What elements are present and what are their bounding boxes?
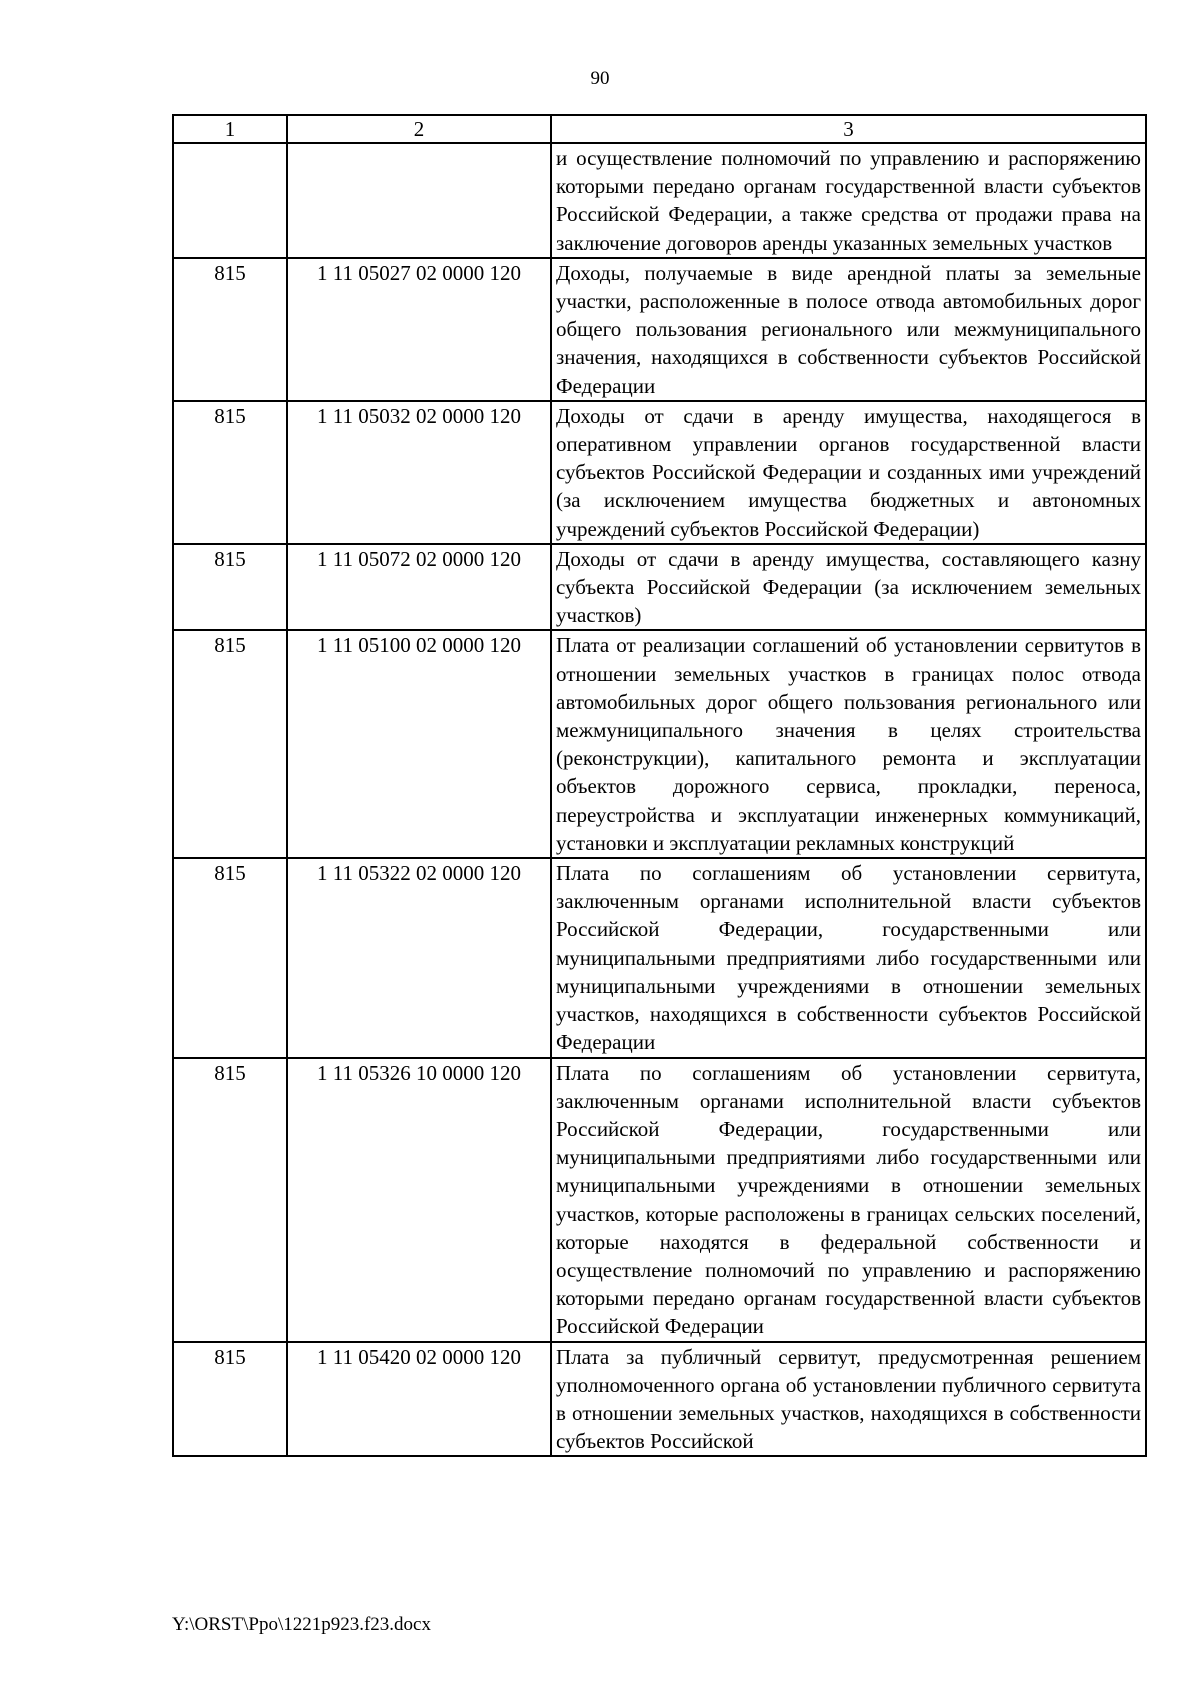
revenue-description-cell: Плата за публичный сервитут, предусмотренная решением уполномоченного органа об установлении публичного сервитута в отношении земельных участков, находящихся в собственности субъектов Российской <box>551 1342 1146 1457</box>
revenue-description-cell: Доходы от сдачи в аренду имущества, находящегося в оперативном управлении органов государственной власти субъектов Российской Федерации и созданных ими учреждений (за исключением имущества бюджетных и автономных учреждений субъектов Российской Федерации) <box>551 401 1146 544</box>
column-header-1: 1 <box>173 115 287 143</box>
table-row <box>173 544 1146 631</box>
table-row <box>173 858 1146 1057</box>
table-row <box>173 258 1146 401</box>
document-file-path: Y:\ORST\Ppo\1221p923.f23.docx <box>172 1614 431 1635</box>
revenue-description-cell: Плата по соглашениям об установлении сервитута, заключенным органами исполнительной власти субъектов Российской Федерации, государственными или муниципальными предприятиями либо государственными или муниципальными учреждениями в отношении земельных участков, находящихся в собственности субъектов Российской Федерации <box>551 858 1146 1057</box>
revenue-code-cell: 1 11 05322 02 0000 120 <box>287 858 551 1057</box>
revenue-code-cell <box>287 143 551 258</box>
revenue-description-cell: Плата от реализации соглашений об установлении сервитутов в отношении земельных участков в границах полос отвода автомобильных дорог общего пользования регионального или межмуниципального значения в целях строительства (реконструкции), капитального ремонта и эксплуатации объектов дорожного сервиса, прокладки, переноса, переустройства и эксплуатации инженерных коммуникаций, установки и эксплуатации рекламных конструкций <box>551 630 1146 858</box>
revenue-description-cell: и осуществление полномочий по управлению и распоряжению которыми передано органам государственной власти субъектов Российской Федерации, а также средства от продажи права на заключение договоров аренды указанных земельных участков <box>551 143 1146 258</box>
revenue-code-cell: 1 11 05326 10 0000 120 <box>287 1058 551 1342</box>
table-row <box>173 143 1146 258</box>
table-row <box>173 401 1146 544</box>
admin-code-cell: 815 <box>173 858 287 1057</box>
revenue-code-cell: 1 11 05420 02 0000 120 <box>287 1342 551 1457</box>
admin-code-cell <box>173 143 287 258</box>
table-row <box>173 630 1146 858</box>
admin-code-cell: 815 <box>173 1058 287 1342</box>
admin-code-cell: 815 <box>173 1342 287 1457</box>
admin-code-cell: 815 <box>173 401 287 544</box>
page-number: 90 <box>590 68 610 89</box>
revenue-description-cell: Доходы от сдачи в аренду имущества, составляющего казну субъекта Российской Федерации (за исключением земельных участков) <box>551 544 1146 631</box>
revenue-code-cell: 1 11 05100 02 0000 120 <box>287 630 551 858</box>
revenue-code-cell: 1 11 05072 02 0000 120 <box>287 544 551 631</box>
admin-code-cell: 815 <box>173 258 287 401</box>
table-row <box>173 1342 1146 1457</box>
table-row <box>173 1058 1146 1342</box>
revenue-description-cell: Доходы, получаемые в виде арендной платы за земельные участки, расположенные в полосе отвода автомобильных дорог общего пользования регионального или межмуниципального значения, находящихся в собственности субъектов Российской Федерации <box>551 258 1146 401</box>
revenue-code-cell: 1 11 05032 02 0000 120 <box>287 401 551 544</box>
admin-code-cell: 815 <box>173 630 287 858</box>
column-header-3: 3 <box>551 115 1146 143</box>
column-header-2: 2 <box>287 115 551 143</box>
admin-code-cell: 815 <box>173 544 287 631</box>
revenue-codes-table <box>172 114 1147 1457</box>
table-header-row <box>173 115 1146 143</box>
revenue-description-cell: Плата по соглашениям об установлении сервитута, заключенным органами исполнительной власти субъектов Российской Федерации, государственными или муниципальными предприятиями либо государственными или муниципальными учреждениями в отношении земельных участков, которые расположены в границах сельских поселений, которые находятся в федеральной собственности и осуществление полномочий по управлению и распоряжению которыми передано органам государственной власти субъектов Российской Федерации <box>551 1058 1146 1342</box>
revenue-code-cell: 1 11 05027 02 0000 120 <box>287 258 551 401</box>
